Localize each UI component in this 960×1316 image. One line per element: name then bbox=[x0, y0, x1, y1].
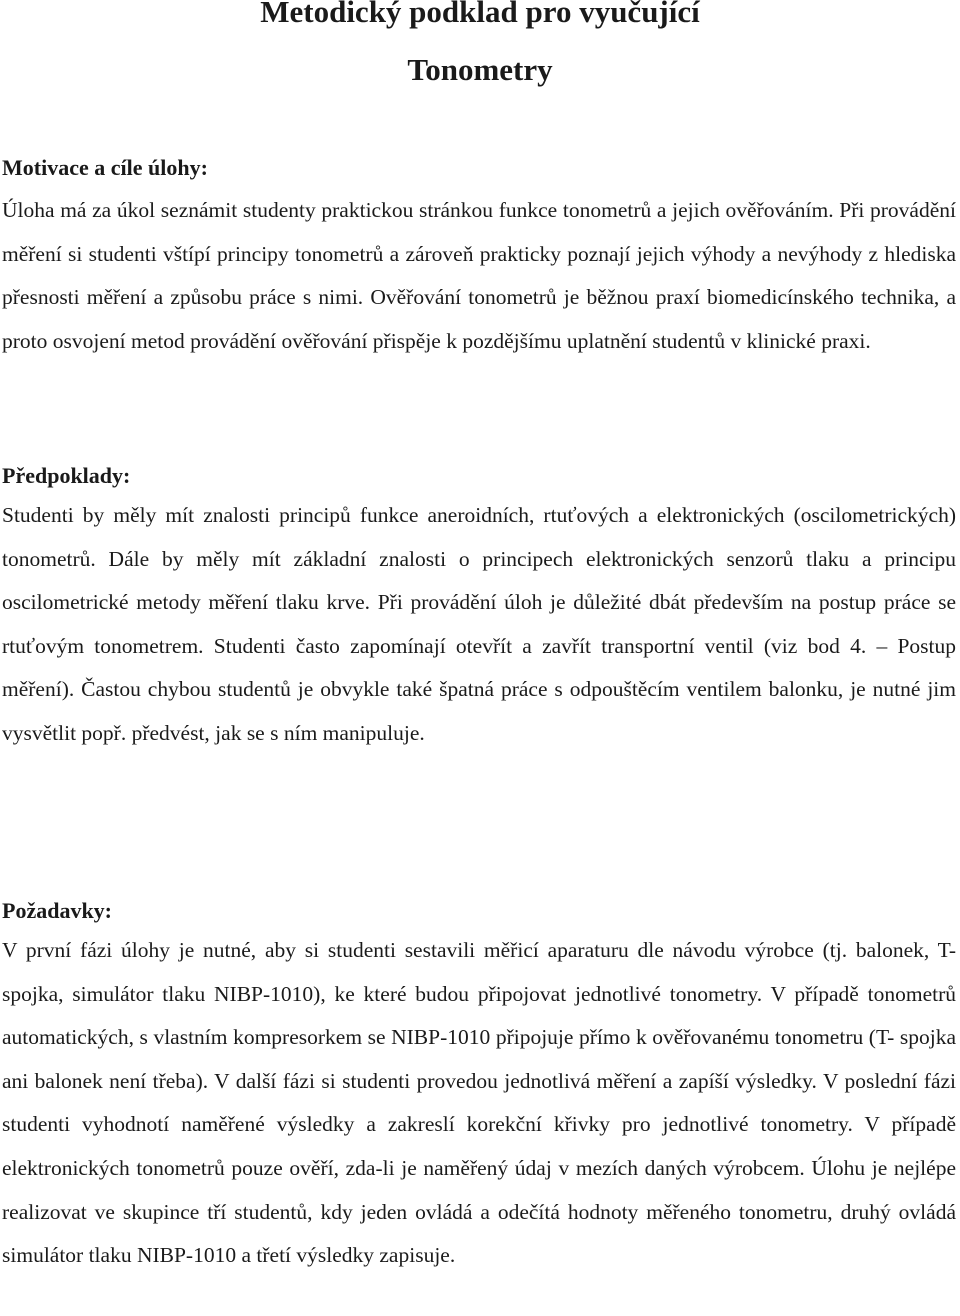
document-subtitle: Tonometry bbox=[407, 52, 553, 87]
section-body-prerequisites: Studenti by měly mít znalosti principů funkce aneroidních, rtuťových a elektronických (oscilometrických) tonometrů. Dále by měly mít základní znalosti o principech elektronických senzorů tlaku a principu oscilometrické metody měření tlaku krve. Při provádění úloh je důležité dbát především na postup práce se rtuťovým tonometrem. Studenti často zapomínají otevřít a zavřít transportní ventil (viz bod 4. – Postup měření). Častou chybou studentů je obvykle také špatná práce s odpouštěcím ventilem balonku, je nutné jim vysvětlit popř. předvést, jak se s ním manipuluje. bbox=[2, 503, 956, 745]
section-body-requirements: V první fázi úlohy je nutné, aby si studenti sestavili měřicí aparaturu dle návodu výrobce (tj. balonek, T- spojka, simulátor tlaku NIBP-1010), ke které budou připojovat jednotlivé tonometry. V případě tonometrů automatických, s vlastním kompresorkem se NIBP-1010 připojuje přímo k ověřovanému tonometru (T- spojka ani balonek není třeba). V další fázi si studenti provedou jednotlivá měření a zapíší výsledky. V poslední fázi studenti vyhodnotí naměřené výsledky a zakreslí korekční křivky pro jednotlivé tonometry. V případě elektronických tonometrů pouze ověří, zda-li je naměřený údaj v mezích daných výrobcem. Úlohu je nejlépe realizovat ve skupince tří studentů, kdy jeden ovládá a odečítá hodnoty měřeného tonometru, druhý ovládá simulátor tlaku NIBP-1010 a třetí výsledky zapisuje. bbox=[2, 938, 956, 1268]
section-body-motivation: Úloha má za úkol seznámit studenty praktickou stránkou funkce tonometrů a jejich ověřováním. Při provádění měření si studenti vštípí principy tonometrů a zároveň prakticky poznají jejich výhody a nevýhody z hlediska přesnosti měření a způsobu práce s nimi. Ověřování tonometrů je běžnou praxí biomedicínského technika, a proto osvojení metod provádění ověřování přispěje k pozdějšímu uplatnění studentů v klinické praxi. bbox=[2, 198, 956, 353]
section-heading-requirements: Požadavky: bbox=[2, 898, 112, 923]
section-heading-motivation: Motivace a cíle úlohy: bbox=[2, 155, 208, 180]
section-heading-prerequisites: Předpoklady: bbox=[2, 463, 131, 488]
document-title: Metodický podklad pro vyučující bbox=[260, 0, 700, 29]
